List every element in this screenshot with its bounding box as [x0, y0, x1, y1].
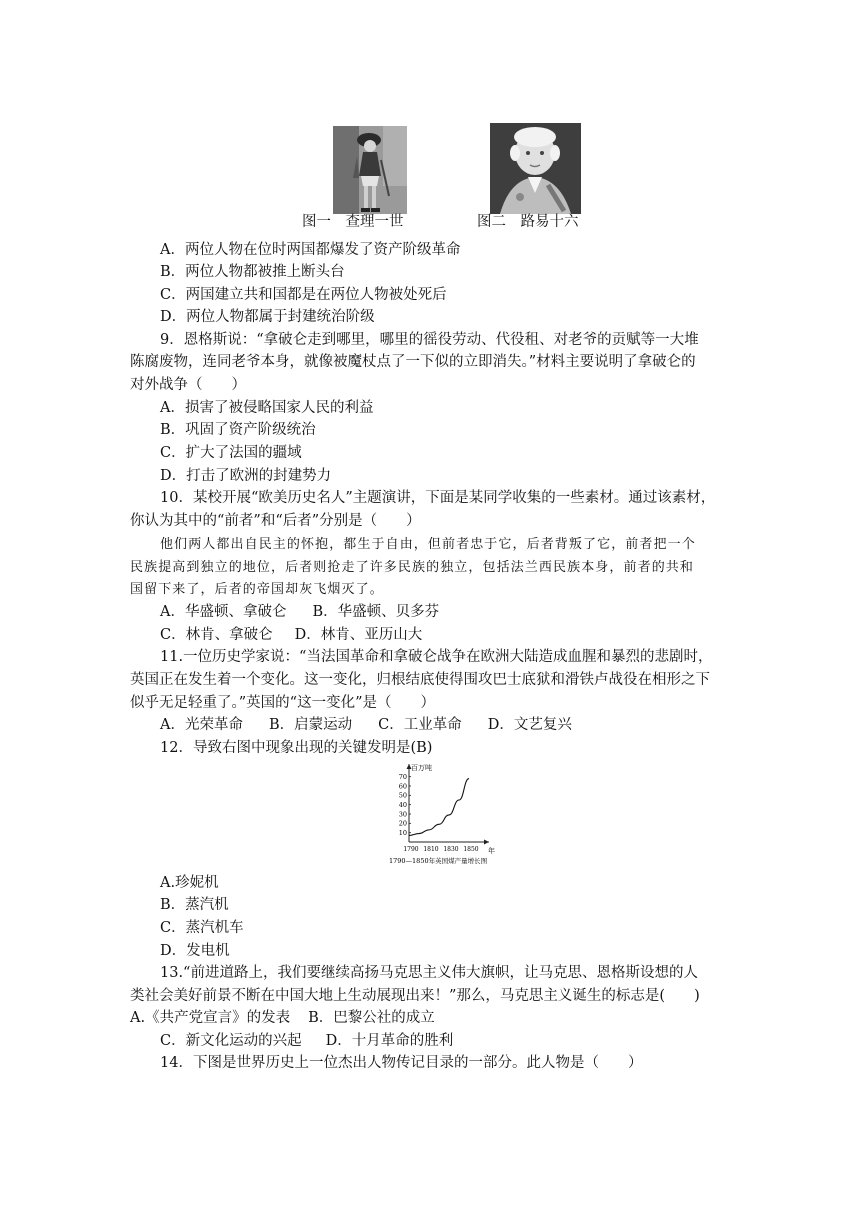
chart-y-tick-label: 30: [398, 810, 407, 819]
chart-y-tick-label: 60: [398, 782, 407, 791]
q10-stem-line-1: 10．某校开展“欧美历史名人”主题演讲，下面是某同学收集的一些素材。通过该素材，: [160, 490, 716, 506]
portrait-louis-xvi-image: [490, 123, 581, 214]
q10-stem-line-2: 你认为其中的“前者”和“后者”分别是（ ）: [130, 513, 421, 529]
q8-option-b: B．两位人物都被推上断头台: [160, 264, 345, 280]
chart-x-tick-label: 1790: [403, 846, 419, 853]
q13-option-a: A.《共产党宣言》的发表: [130, 1010, 291, 1026]
q13-option-c: C．新文化运动的兴起: [160, 1033, 302, 1049]
q8-option-c: C．两国建立共和国都是在两位人物被处死后: [160, 287, 447, 303]
q10-option-a: A．华盛顿、拿破仑: [160, 604, 287, 620]
q12-option-a: A.珍妮机: [160, 875, 219, 891]
q9-option-b: B．巩固了资产阶级统治: [160, 422, 316, 438]
q9-option-a: A．损害了被侵略国家人民的利益: [160, 400, 374, 416]
chart-x-tick-label: 1810: [423, 846, 439, 853]
q12-option-b: B．蒸汽机: [160, 897, 229, 913]
q12-stem: 12．导致右图中现象出现的关键发明是(B): [160, 740, 433, 756]
coal-production-chart: [385, 760, 505, 866]
q11-options-row: [160, 715, 572, 735]
q13-stem-line-2: 类社会美好前景不断在中国大地上生动展现出来！”那么，马克思主义诞生的标志是( ): [130, 988, 700, 1004]
chart-x-axis-arrow: [484, 840, 489, 845]
q11-option-a: A．光荣革命: [160, 717, 243, 733]
q9-stem-line-2: 陈腐废物，连同老爷本身，就像被魔杖点了一下似的立即消失。”材料主要说明了拿破仑的: [130, 354, 696, 370]
q10-option-b: B．华盛顿、贝多芬: [312, 604, 440, 620]
q10-option-d: D．林肯、亚历山大: [294, 627, 423, 643]
q11-option-d: D．文艺复兴: [487, 717, 572, 733]
q8-option-d: D．两位人物都属于封建统治阶级: [160, 309, 375, 325]
q13-option-b: B．巴黎公社的成立: [308, 1010, 435, 1026]
q9-stem-line-3: 对外战争（ ）: [130, 377, 246, 393]
q12-option-c: C．蒸汽机车: [160, 920, 244, 936]
chart-series-line: [409, 779, 469, 836]
q11-stem-line-3: 似乎无足轻重了。”英国的“这一变化”是（ ）: [130, 695, 435, 711]
q9-option-c: C．扩大了法国的疆域: [160, 445, 302, 461]
charles-i-figure-icon: [333, 126, 407, 214]
portrait-charles-i-image: [333, 126, 407, 214]
chart-title: 1790—1850年英国煤产量增长图: [389, 857, 488, 865]
q10-quote-line-1: 他们两人都出自民主的怀抱，都生于自由，但前者忠于它，后者背叛了它，前者把一个: [160, 537, 696, 552]
q13-options-row-1: [130, 1008, 435, 1028]
q13-option-d: D．十月革命的胜利: [325, 1033, 454, 1049]
q10-quote-line-3: 国留下来了，后者的帝国却灰飞烟灭了。: [130, 582, 384, 597]
q11-stem-line-2: 英国正在发生着一个变化。这一变化，归根结底使得围攻巴士底狱和滑铁卢战役在相形之下: [130, 672, 710, 688]
chart-y-tick-label: 20: [398, 819, 407, 828]
q8-option-a: A．两位人物在位时两国都爆发了资产阶级革命: [160, 242, 461, 258]
q10-options-row-1: [160, 602, 439, 622]
figure-2-caption: 图二 路易十六: [477, 214, 579, 230]
q9-stem-line-1: 9．恩格斯说：“拿破仑走到哪里，哪里的徭役劳动、代役租、对老爷的贡赋等一大堆: [160, 332, 699, 348]
louis-xvi-figure-icon: [490, 123, 581, 214]
q11-option-b: B．启蒙运动: [268, 717, 353, 733]
chart-x-tick-label: 1830: [443, 846, 459, 853]
chart-x-tick-label: 1850: [463, 846, 479, 853]
q11-stem-line-1: 11.一位历史学家说：“当法国革命和拿破仑战争在欧洲大陆造成血腥和暴烈的悲剧时，: [160, 649, 713, 665]
q12-option-d: D．发电机: [160, 943, 230, 959]
q10-option-c: C．林肯、拿破仑: [160, 627, 273, 643]
figure-1-caption: 图一 查理一世: [302, 214, 404, 230]
chart-y-tick-label: 10: [398, 829, 407, 838]
chart-y-tick-label: 50: [398, 791, 407, 800]
q10-options-row-2: [160, 625, 422, 645]
q13-options-row-2: [160, 1031, 453, 1051]
q11-option-c: C．工业革命: [378, 717, 462, 733]
q14-stem: 14．下图是世界历史上一位杰出人物传记目录的一部分。此人物是（ ）: [160, 1055, 643, 1071]
chart-y-tick-label: 40: [398, 801, 407, 810]
q9-option-d: D．打击了欧洲的封建势力: [160, 468, 332, 484]
q10-quote-line-2: 民族提高到独立的地位，后者则抢走了许多民族的独立，包括法兰西民族本身，前者的共和: [130, 560, 695, 575]
chart-y-tick-label: 70: [398, 773, 407, 782]
chart-y-axis-label: 百万吨: [411, 764, 432, 772]
chart-x-axis-label: 年: [488, 847, 495, 855]
q13-stem-line-1: 13.“前进道路上，我们要继续高扬马克思主义伟大旗帜，让马克思、恩格斯设想的人: [160, 965, 698, 981]
